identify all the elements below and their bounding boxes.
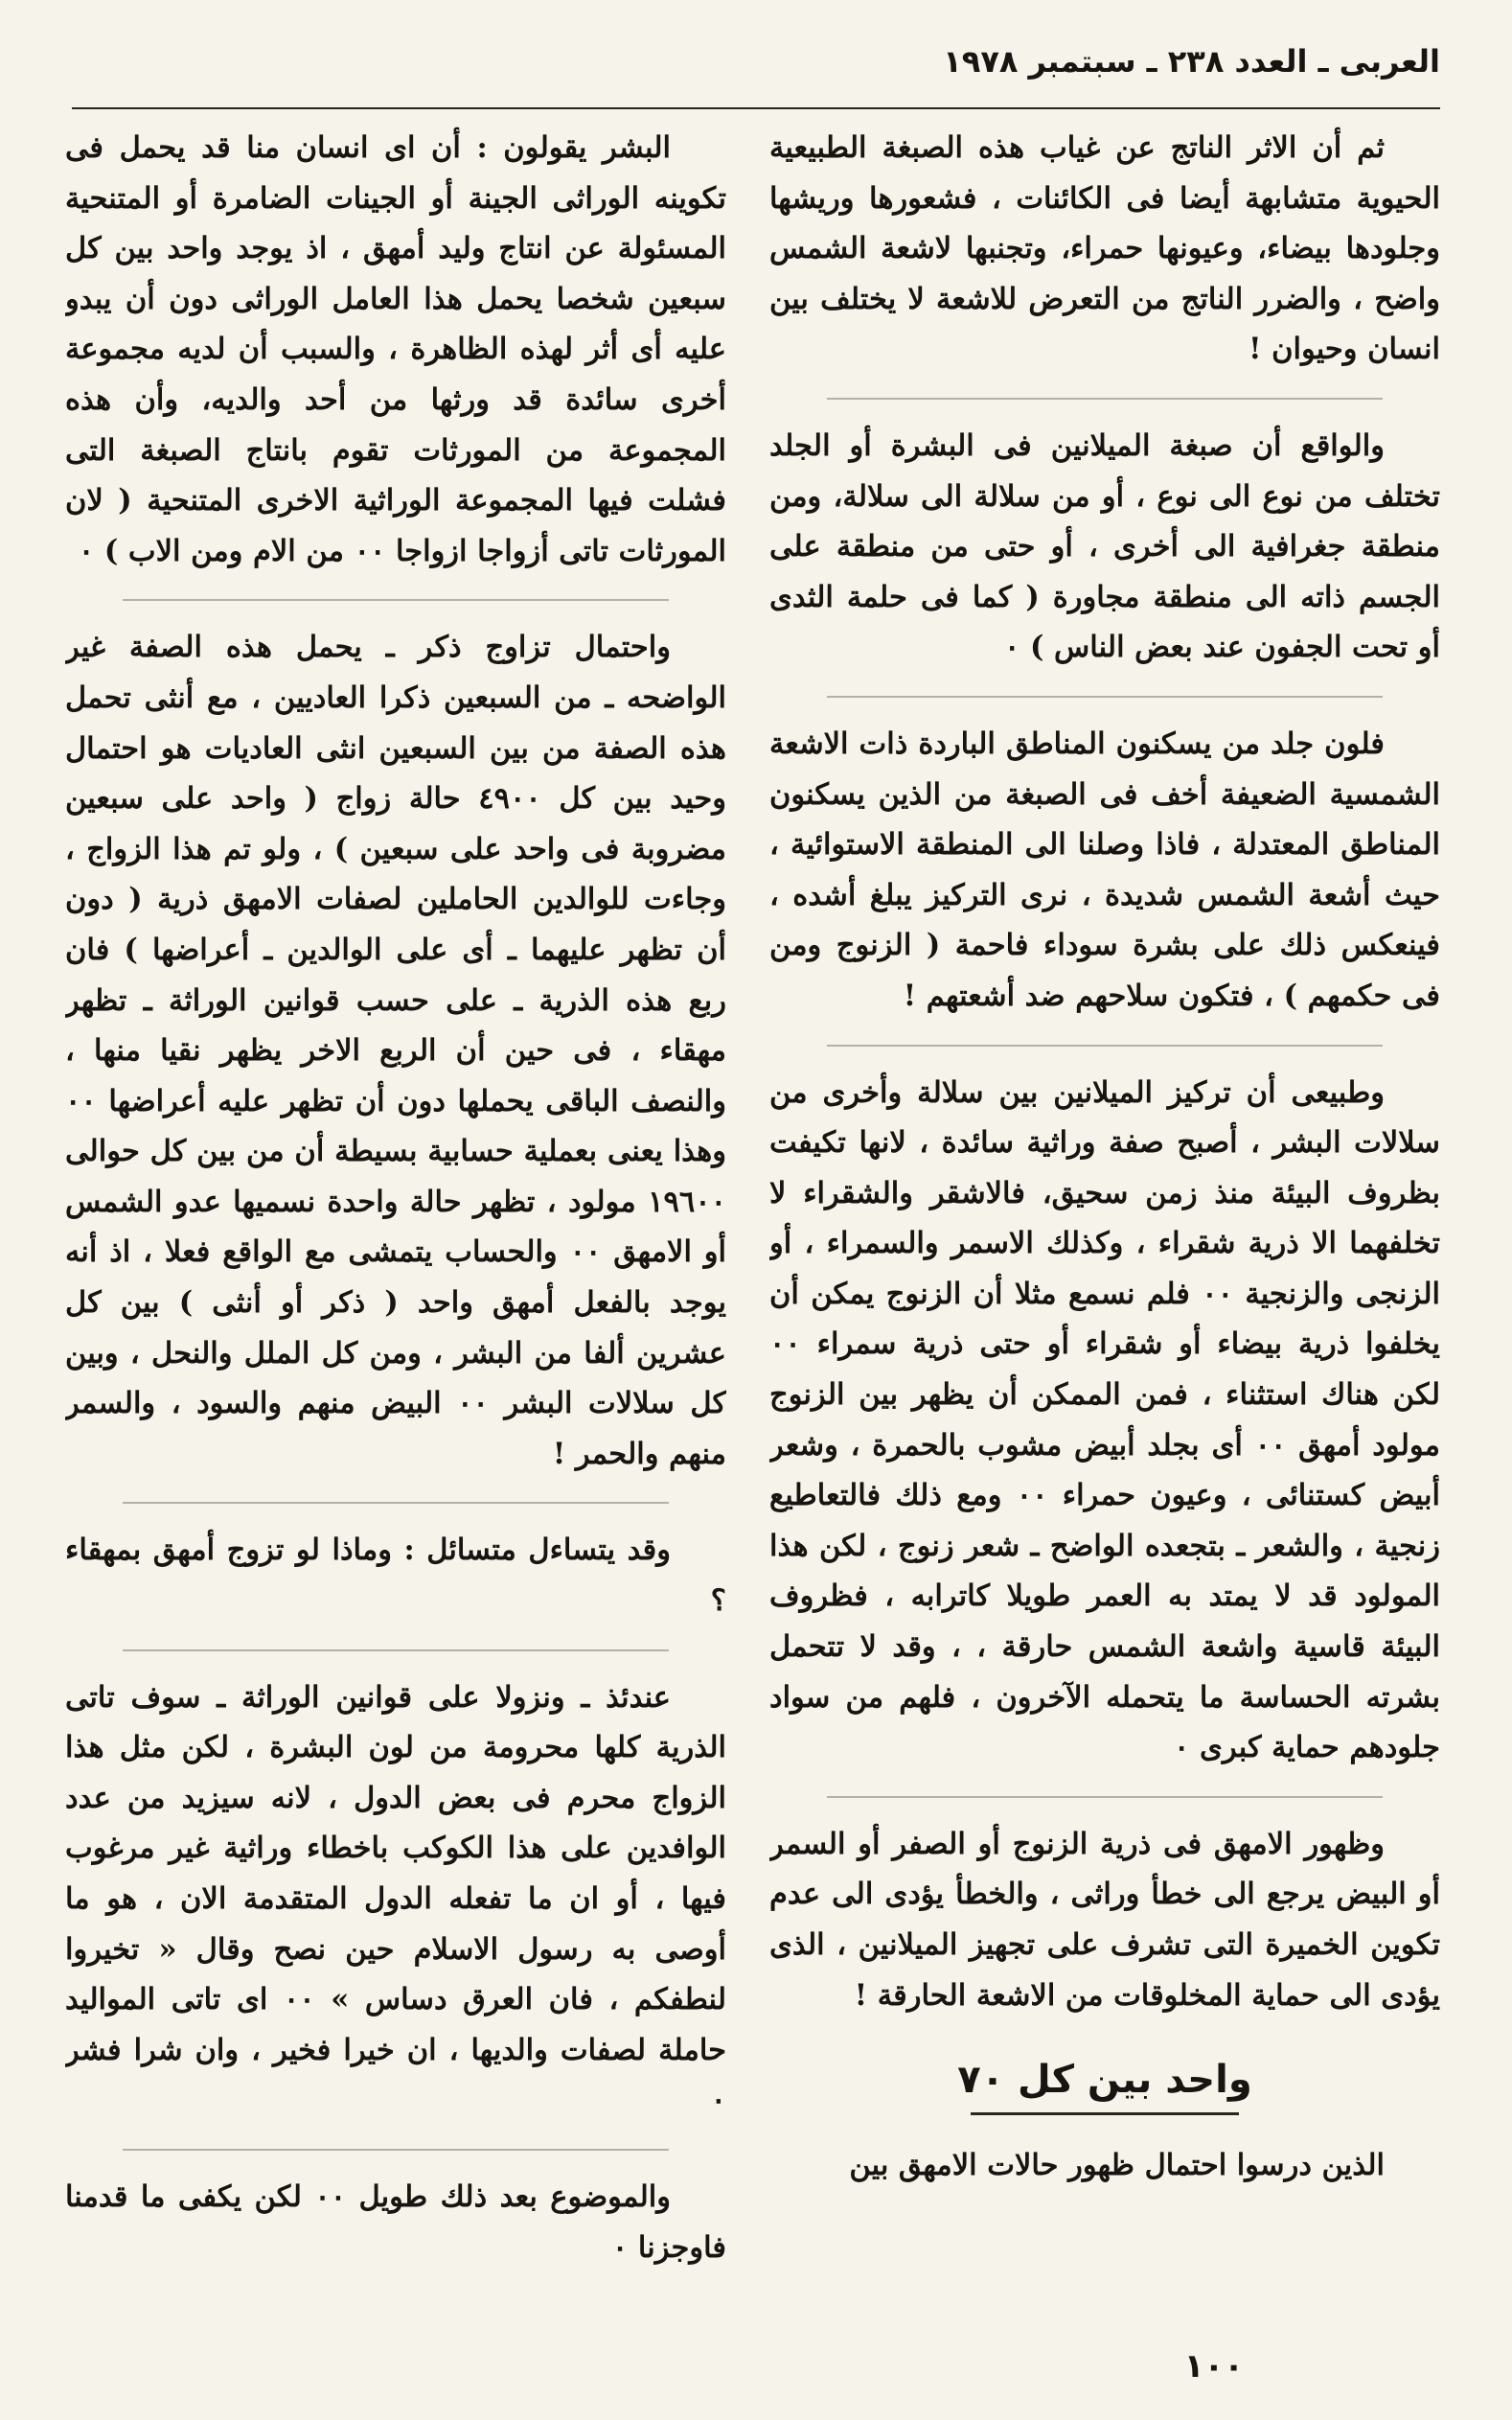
right-column xyxy=(769,123,1440,2324)
paragraph: فلون جلد من يسكنون المناطق الباردة ذات الاشعة الشمسية الضعيفة أخف فى الصبغة من الذين يسكنون المناطق المعتدلة ، فاذا وصلنا الى المنطقة الاستوائية ، حيث أشعة الشمس شديدة ، نرى التركيز يبلغ أشده ، فينعكس ذلك على بشرة سوداء فاحمة ( الزنوج ومن فى حكمهم ) ، فتكون سلاحهم ضد أشعتهم ! xyxy=(769,726,1440,1013)
divider xyxy=(123,1649,669,1651)
page-header xyxy=(72,33,1440,90)
header-rule xyxy=(72,107,1440,109)
divider xyxy=(827,398,1383,400)
paragraph: وظهور الامهق فى ذرية الزنوج أو الصفر أو السمر أو البيض يرجع الى خطأ وراثى ، والخطأ يؤدى الى عدم تكوين الخميرة التى تشرف على تجهيز الميلانين ، الذى يؤدى الى حماية المخلوقات من الاشعة الحارقة ! xyxy=(769,1826,1440,2013)
divider xyxy=(123,599,669,601)
paragraph: الذين درسوا احتمال ظهور حالات الامهق بين xyxy=(849,2148,1385,2183)
paragraph: ثم أن الاثر الناتج عن غياب هذه الصبغة الطبيعية الحيوية متشابهة أيضا فى الكائنات ، فشعورها وريشها وجلودها بيضاء، وعيونها حمراء، وتجنبها لاشعة الشمس واضح ، والضرر الناتج من التعرض للاشعة لا يختلف بين انسان وحيوان ! xyxy=(769,130,1440,367)
paragraph: البشر يقولون : أن اى انسان منا قد يحمل فى تكوينه الوراثى الجينة أو الجينات الضامرة أو المتنحية المسئولة عن انتاج وليد أمهق ، اذ يوجد واحد بين كل سبعين شخصا يحمل هذا العامل الوراثى دون أن يبدو عليه أى أثر لهذه الظاهرة ، والسبب أن لديه مجموعة أخرى سائدة قد ورثها من أحد والديه، وأن هذه المجموعة من المورثات تقوم بانتاج الصبغة التى فشلت فيها المجموعة الوراثية الاخرى المتنحية ( لان المورثات تاتى أزواجا ازواجا ٠٠ من الام ومن الاب ) ٠ xyxy=(65,130,726,568)
divider xyxy=(123,1502,669,1504)
divider xyxy=(827,696,1383,698)
left-column xyxy=(65,123,726,2324)
divider xyxy=(827,1045,1383,1047)
paragraph: والموضوع بعد ذلك طويل ٠٠ لكن يكفى ما قدمنا فاوجزنا ٠ xyxy=(65,2178,726,2265)
section-subheading xyxy=(769,2049,1440,2115)
paragraph: واحتمال تزاوج ذكر ـ يحمل هذه الصفة غير الواضحه ـ من السبعين ذكرا العاديين ، مع أنثى تحمل هذه الصفة من بين السبعين انثى العاديات هو احتمال وحيد بين كل ٤٩٠٠ حالة زواج ( واحد على سبعين مضروبة فى واحد على سبعين ) ، ولو تم هذا الزواج ، وجاءت للوالدين الحاملين لصفات الامهق ذرية ( دون أن تظهر عليهما ـ أى على الوالدين ـ أعراضها ) فان ربع هذه الذرية ـ على حسب قوانين الوراثة ـ تظهر مهقاء ، فى حين أن الربع الاخر يظهر نقيا منها ، والنصف الباقى يحملها دون أن تظهر عليه أعراضها ٠٠ وهذا يعنى بعملية حسابية بسيطة أن من بين كل حوالى ١٩٦٠٠ مولود ، تظهر حالة واحدة نسميها عدو الشمس أو الامهق ٠٠ والحساب يتمشى مع الواقع فعلا ، اذ أنه يوجد بالفعل أمهق واحد ( ذكر أو أنثى ) بين كل عشرين ألفا من البشر ، ومن كل الملل والنحل ، وبين كل سلالات البشر ٠٠ البيض منهم والسود ، والسمر منهم والحمر ! xyxy=(65,630,726,1471)
subheading-rule xyxy=(971,2112,1239,2115)
divider xyxy=(123,2149,669,2151)
subheading-text: واحد بين كل ٧٠ xyxy=(957,2058,1252,2103)
paragraph: وقد يتساءل متسائل : وماذا لو تزوج أمهق بمهقاء ؟ xyxy=(65,1533,726,1619)
paragraph: وطبيعى أن تركيز الميلانين بين سلالة وأخرى من سلالات البشر ، أصبح صفة وراثية سائدة ، لانها تكيفت بظروف البيئة منذ زمن سحيق، فالاشقر والشقراء لا تخلفهما الا ذرية شقراء ، وكذلك الاسمر والسمراء ، أو الزنجى والزنجية ٠٠ فلم نسمع مثلا أن الزنوج يمكن أن يخلفوا ذرية بيضاء أو شقراء أو حتى ذرية سمراء ٠٠ لكن هناك استثناء ، فمن الممكن أن يظهر بين الزنوج مولود أمهق ٠٠ أى بجلد أبيض مشوب بالحمرة ، وشعر أبيض كستنائى ، وعيون حمراء ٠٠ ومع ذلك فالتعاطيع زنجية ، والشعر ـ بتجعده الواضح ـ شعر زنوج ، لكن هذا المولود قد لا يمتد به العمر طويلا كاترابه ، فظروف البيئة قاسية واشعة الشمس حارقة ، ، وقد لا تتحمل بشرته الحساسة ما يتحمله الآخرون ، فلهم من سواد جلودهم حماية كبرى ٠ xyxy=(769,1074,1440,1765)
paragraph: والواقع أن صبغة الميلانين فى البشرة أو الجلد تختلف من نوع الى نوع ، أو من سلالة الى سلالة، ومن منطقة جغرافية الى أخرى ، أو حتى من منطقة على الجسم ذاته الى منطقة مجاورة ( كما فى حلمة الثدى أو تحت الجفون عند بعض الناس ) ٠ xyxy=(769,427,1440,665)
header-text: العربى ـ العدد ٢٣٨ ـ سبتمبر ١٩٧٨ xyxy=(943,43,1440,80)
page-number: ١٠٠ xyxy=(1183,2347,1244,2385)
divider xyxy=(827,1796,1383,1798)
paragraph: عندئذ ـ ونزولا على قوانين الوراثة ـ سوف تاتى الذرية كلها محرومة من لون البشرة ، لكن مثل هذا الزواج محرم فى بعض الدول ، لانه سيزيد من عدد الوافدين على هذا الكوكب باخطاء وراثية غير مرغوب فيها ، أو ان ما تفعله الدول المتقدمة الان ، هو ما أوصى به رسول الاسلام حين نصح وقال « تخيروا لنطفكم ، فان العرق دساس » ٠٠ اى تاتى المواليد حاملة لصفات والديها ، ان خيرا فخير ، وان شرا فشر ٠ xyxy=(65,1679,726,2118)
